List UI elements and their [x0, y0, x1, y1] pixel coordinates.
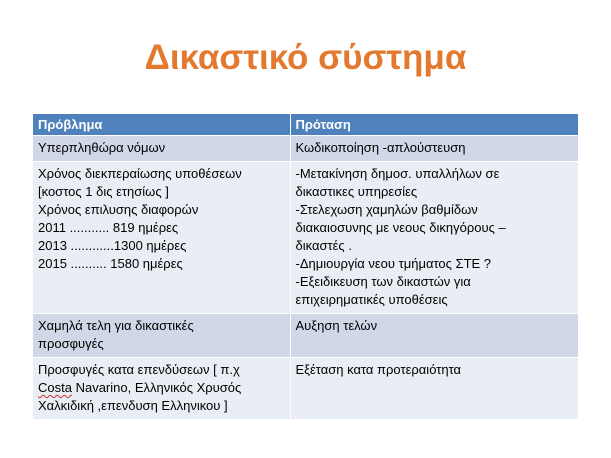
proposal-cell — [290, 314, 578, 358]
proposal-cell — [290, 358, 578, 420]
problem-cell — [33, 136, 290, 162]
proposal-line: διακαιοσυνης με νεους δικηγόρους – — [295, 220, 506, 235]
proposal-line: -Δημιουργία νεου τμήματος ΣΤΕ ? — [295, 256, 492, 271]
problem-line: [κοστος 1 δις ετησίως ] — [38, 184, 169, 199]
table-row — [33, 314, 578, 358]
problem-line: 2013 ............1300 ημέρες — [38, 238, 187, 253]
problem-line: Προσφυγές κατα επενδύσεων [ π.χ — [38, 362, 240, 377]
problem-line: προσφυγές — [38, 336, 104, 351]
table-row — [33, 136, 578, 162]
proposal-line: -Στελεχωση χαμηλών βαθμίδων — [295, 202, 478, 217]
problem-line: Υπερπληθώρα νόμων — [38, 140, 166, 155]
proposal-line: δικαστές . — [295, 238, 352, 253]
proposal-line: -Εξειδικευση των δικαστών για — [295, 274, 471, 289]
table-header-row — [33, 114, 578, 136]
proposal-line: Κωδικοποίηση -απλούστευση — [295, 140, 466, 155]
proposal-cell — [290, 162, 578, 314]
problem-cell — [33, 162, 290, 314]
proposal-line: επιχειρηματικές υποθέσεις — [295, 292, 448, 307]
problem-cell — [33, 314, 290, 358]
problem-line: Costa Navarino, Ελληνικός Χρυσός — [38, 380, 242, 395]
proposal-line: -Μετακίνηση δημοσ. υπαλλήλων σε — [295, 166, 500, 181]
problem-line: Χαλκιδική ,επενδυση Ελληνικου ] — [38, 398, 228, 413]
proposal-line: δικαστικες υπηρεσίες — [295, 184, 418, 199]
slide-title: Δικαστικό σύστημα — [144, 38, 467, 77]
problem-line: Χρόνος διεκπεραίωσης υποθέσεων — [38, 166, 242, 181]
problem-line: 2015 .......... 1580 ημέρες — [38, 256, 183, 271]
proposal-line: Αυξηση τελών — [295, 318, 378, 333]
proposal-cell — [290, 136, 578, 162]
problem-line: Χαμηλά τελη για δικαστικές — [38, 318, 194, 333]
header-problem: Πρόβλημα — [33, 114, 290, 136]
table-row — [33, 162, 578, 314]
problem-line: Χρόνος επιλυσης διαφορών — [38, 202, 199, 217]
proposal-line: Εξέταση κατα προτεραιότητα — [295, 362, 462, 377]
problem-proposal-table — [33, 114, 579, 419]
table-row — [33, 358, 578, 420]
header-proposal: Πρόταση — [290, 114, 578, 136]
problem-cell — [33, 358, 290, 420]
problem-line: 2011 ........... 819 ημέρες — [38, 220, 179, 235]
